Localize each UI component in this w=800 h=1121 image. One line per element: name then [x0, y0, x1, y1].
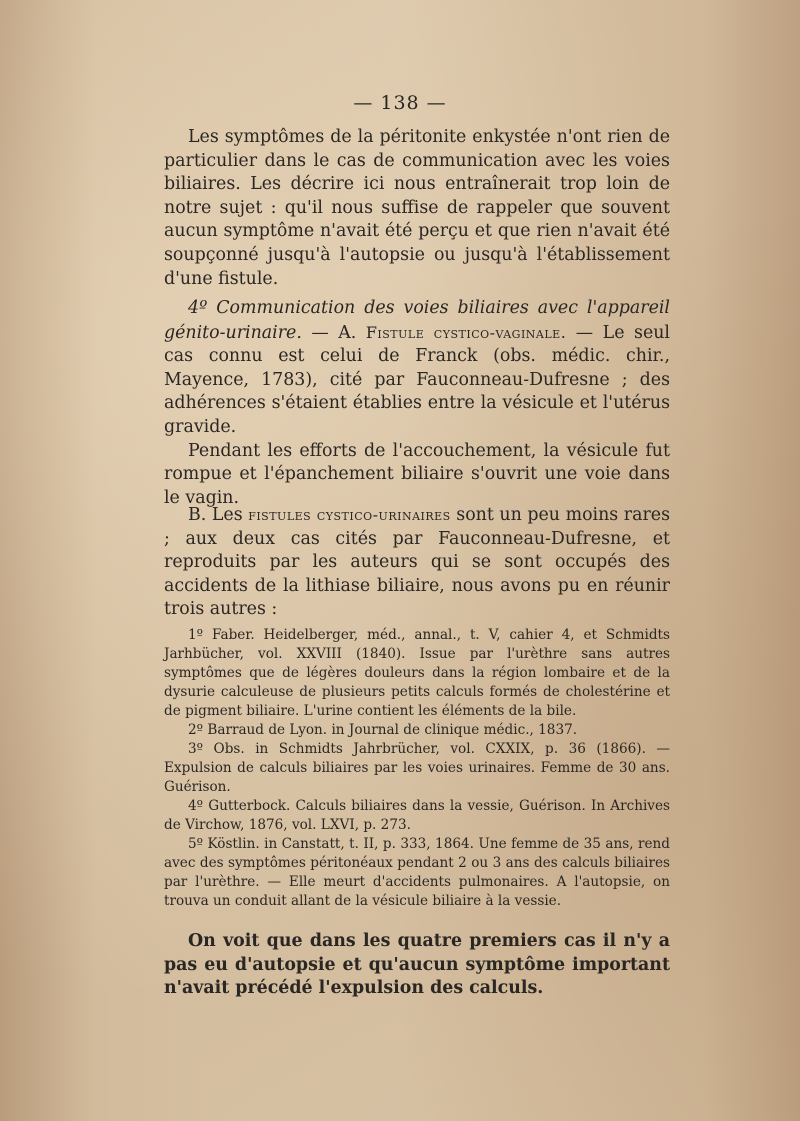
conclusion-section [164, 930, 670, 1001]
intro-paragraph: Les symptômes de la péritonite enkystée n'ont rien de particulier dans le cas de communication avec les voies biliaires. Les décrire ici nous entraînerait trop loin de notre sujet : qu'il nous suffise de rappeler que souvent aucun symptôme n'avait été perçu et que rien n'avait été soupçonné jusqu'à l'autopsie ou jusqu'à l'établissement d'une fistule. [164, 127, 670, 289]
section-4-paragraph-a [164, 297, 670, 440]
subsection-b-text: sont un peu moins rares ; aux deux cas cités par Fauconneau-Dufresne, et reproduits par les auteurs qui se sont occupés des accidents de la lithiase biliaire, nous avons pu en réunir trois autres : [164, 505, 670, 620]
note-item: 2º Barraud de Lyon. in Journal de clinique médic., 1837. [188, 722, 578, 738]
subsection-b-letter: B. Les [188, 505, 249, 525]
subsection-a-text: — Le seul cas connu est celui de Franck (obs. médic. chir., Mayence, 1783), cité par Fauconneau-Dufresne ; des adhérences s'étaient établies entre la vésicule et l'utérus gravide. [164, 322, 670, 437]
section-4-paragraph-2: Pendant les efforts de l'accouchement, la vésicule fut rompue et l'épanchement biliaire s'ouvrit une voie dans le vagin. [164, 440, 670, 508]
subsection-b [164, 503, 670, 622]
subsection-b-paragraph [164, 503, 670, 622]
note-item: 4º Gutterbock. Calculs biliaires dans la vessie, Guérison. In Archives de Virchow, 1876, vol. LXVI, p. 273. [164, 798, 670, 833]
note-item: 5º Köstlin. in Canstatt, t. II, p. 333, 1864. Une femme de 35 ans, rend avec des symptômes péritonéaux pendant 2 ou 3 ans des calculs biliaires par l'urèthre. — Elle meurt d'accidents pulmonaires. A l'autopsie, on trouva un conduit allant de la vésicule biliaire à la vessie. [164, 836, 670, 909]
notes-list [164, 626, 670, 911]
page-number: — 138 — [353, 92, 447, 114]
section-4-heading: 4º Communication des voies biliaires avec l'appareil génito-urinaire. [164, 298, 670, 343]
section-4 [164, 297, 670, 510]
conclusion-paragraph: On voit que dans les quatre premiers cas il n'y a pas eu d'autopsie et qu'aucun symptôme important n'avait précédé l'expulsion des calculs. [164, 931, 670, 999]
intro-section [164, 126, 670, 291]
subsection-b-title: fistules cystico-urinaires [248, 505, 451, 524]
note-item: 1º Faber. Heidelberger, méd., annal., t. V, cahier 4, et Schmidts Jarhbücher, vol. XXVIII (1840). Issue par l'urèthre sans autres symptômes que de légères douleurs dans la région lombaire et de la dysurie calculeuse de plusieurs petits calculs formés de cholestérine et de pigment biliaire. L'urine contient les éléments de la bile. [164, 627, 670, 719]
section-4-dash: — [301, 322, 339, 343]
subsection-a-letter: A. [338, 322, 366, 343]
subsection-a-title: Fistule cystico-vaginale. [365, 322, 567, 342]
note-item: 3º Obs. in Schmidts Jahrbrücher, vol. CXXIX, p. 36 (1866). — Expulsion de calculs biliaires par les voies urinaires. Femme de 30 ans. Guérison. [164, 741, 670, 795]
